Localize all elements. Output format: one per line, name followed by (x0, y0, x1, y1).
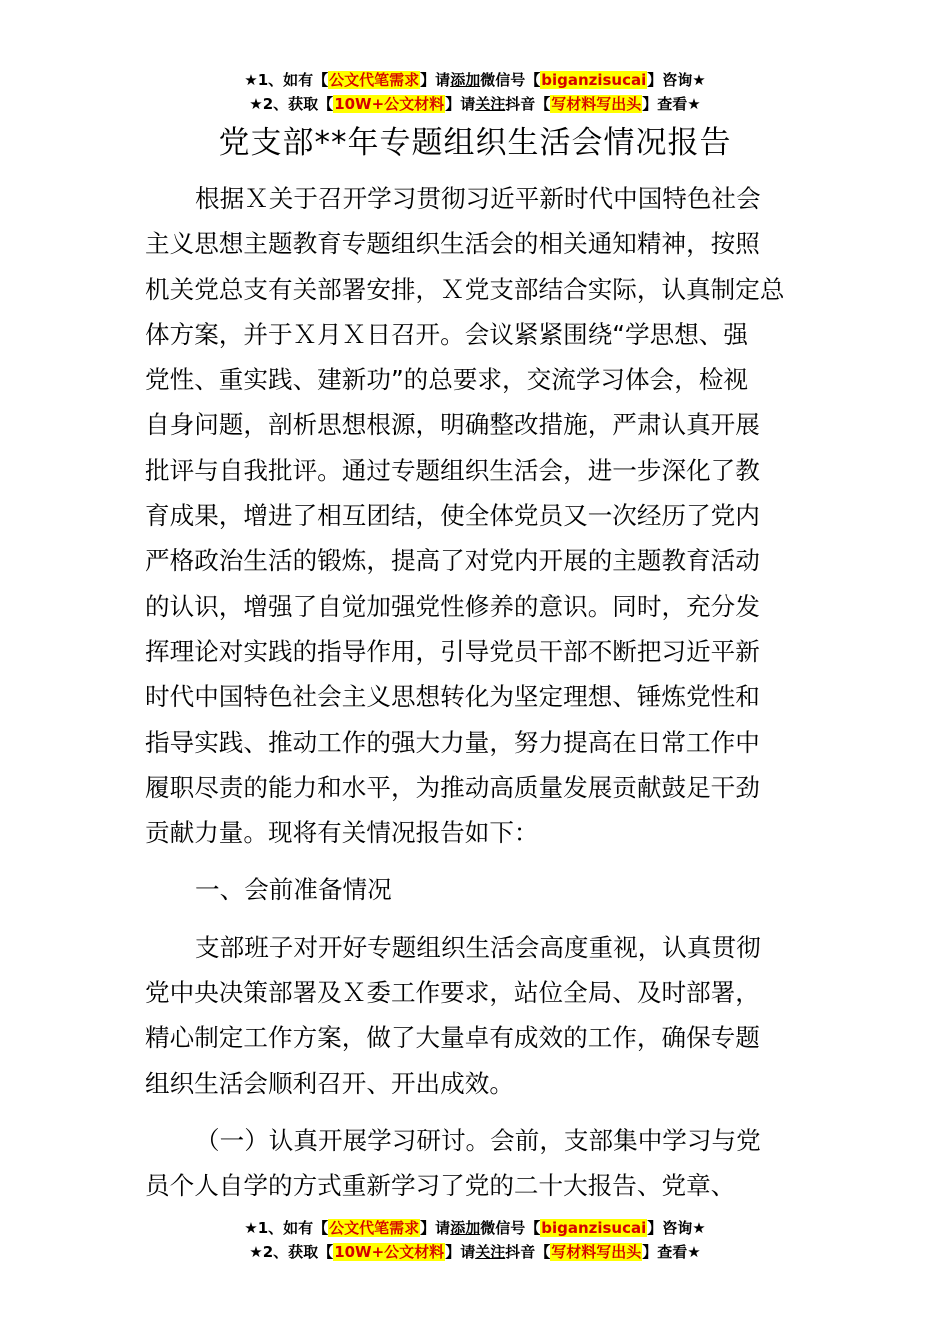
banner-text: 抖音【 (505, 95, 551, 113)
banner-text: 微信号【 (480, 71, 541, 89)
banner-highlight: biganzisucai (541, 1219, 647, 1237)
body-line: 支部班子对开好专题组织生活会高度重视，认真贯彻 (195, 932, 761, 962)
body-line: 机关党总支有关部署安排，Ｘ党支部结合实际，认真制定总 (145, 274, 785, 304)
body-line: 党中央决策部署及Ｘ委工作要求，站位全局、及时部署， (145, 978, 760, 1008)
banner-line-1 (0, 68, 950, 92)
banner-text: 】请 (445, 1243, 476, 1261)
banner-text: 】查看★ (642, 95, 701, 113)
banner-text: ★2、获取【 (249, 1243, 334, 1261)
banner-text: 】咨询★ (647, 71, 706, 89)
banner-line-2 (0, 92, 950, 116)
banner-text: 抖音【 (505, 1243, 551, 1261)
banner-text: ★2、获取【 (249, 95, 334, 113)
subsection-line: （一）认真开展学习研讨。会前，支部集中学习与党 (195, 1125, 761, 1155)
banner-text: 微信号【 (480, 1219, 541, 1237)
banner-text: ★1、如有【 (244, 1219, 329, 1237)
banner-text: 】请 (420, 1219, 451, 1237)
header-banner (0, 68, 950, 116)
body-line: 时代中国特色社会主义思想转化为坚定理想、锤炼党性和 (145, 682, 760, 712)
footer-banner (0, 1216, 950, 1264)
body-line: 根据Ｘ关于召开学习贯彻习近平新时代中国特色社会 (195, 184, 761, 213)
body-line: 履职尽责的能力和水平，为推动高质量发展贡献鼓足干劲 (145, 772, 760, 802)
body-line: 精心制定工作方案，做了大量卓有成效的工作，确保专题 (145, 1023, 760, 1053)
banner-underlined-text: 关注 (475, 1243, 506, 1261)
body-line: 严格政治生活的锻炼，提高了对党内开展的主题教育活动 (145, 546, 760, 576)
document-body (145, 176, 810, 1209)
body-line: 体方案，并于Ｘ月Ｘ日召开。会议紧紧围绕“学思想、强 (145, 319, 748, 349)
body-line: 指导实践、推动工作的强大力量，努力提高在日常工作中 (145, 727, 760, 757)
body-line: 批评与自我批评。通过专题组织生活会，进一步深化了教 (145, 455, 760, 485)
banner-highlight: 写材料写出头 (551, 95, 642, 113)
banner-highlight: 10W+公文材料 (334, 95, 445, 113)
paragraph-gap (145, 1106, 810, 1118)
body-line: 员个人自学的方式重新学习了党的二十大报告、党章、 (145, 1171, 736, 1201)
banner-highlight: biganzisucai (541, 71, 647, 89)
body-line: 挥理论对实践的指导作用，引导党员干部不断把习近平新 (145, 636, 760, 666)
banner-text: 】请 (420, 71, 451, 89)
banner-underlined-text: 添加 (450, 1219, 481, 1237)
banner-underlined-text: 关注 (475, 95, 506, 113)
body-line: 育成果，增进了相互团结，使全体党员又一次经历了党内 (145, 501, 760, 531)
paragraph-gap (145, 855, 810, 867)
banner-text: ★1、如有【 (244, 71, 329, 89)
banner-text: 】咨询★ (647, 1219, 706, 1237)
banner-text: 】请 (445, 95, 476, 113)
banner-highlight: 写材料写出头 (551, 1243, 642, 1261)
banner-text: 】查看★ (642, 1243, 701, 1261)
body-line: 党性、重实践、建新功”的总要求，交流学习体会，检视 (145, 365, 748, 395)
paragraph-gap (145, 913, 810, 925)
body-line: 组织生活会顺利召开、开出成效。 (145, 1068, 514, 1098)
banner-underlined-text: 添加 (450, 71, 481, 89)
document-title: 党支部**年专题组织生活会情况报告 (218, 125, 732, 161)
banner-highlight: 公文代笔需求 (329, 1219, 420, 1237)
body-line: 贡献力量。现将有关情况报告如下： (145, 818, 539, 848)
body-line: 的认识，增强了自觉加强党性修养的意识。同时，充分发 (145, 591, 760, 621)
body-line: 自身问题，剖析思想根源，明确整改措施，严肃认真开展 (145, 410, 760, 440)
banner-highlight: 公文代笔需求 (329, 71, 420, 89)
banner-highlight: 10W+公文材料 (334, 1243, 445, 1261)
banner-line-1 (0, 1216, 950, 1240)
section-heading: 一、会前准备情况 (195, 875, 392, 905)
body-line: 主义思想主题教育专题组织生活会的相关通知精神，按照 (145, 229, 760, 259)
banner-line-2 (0, 1240, 950, 1264)
